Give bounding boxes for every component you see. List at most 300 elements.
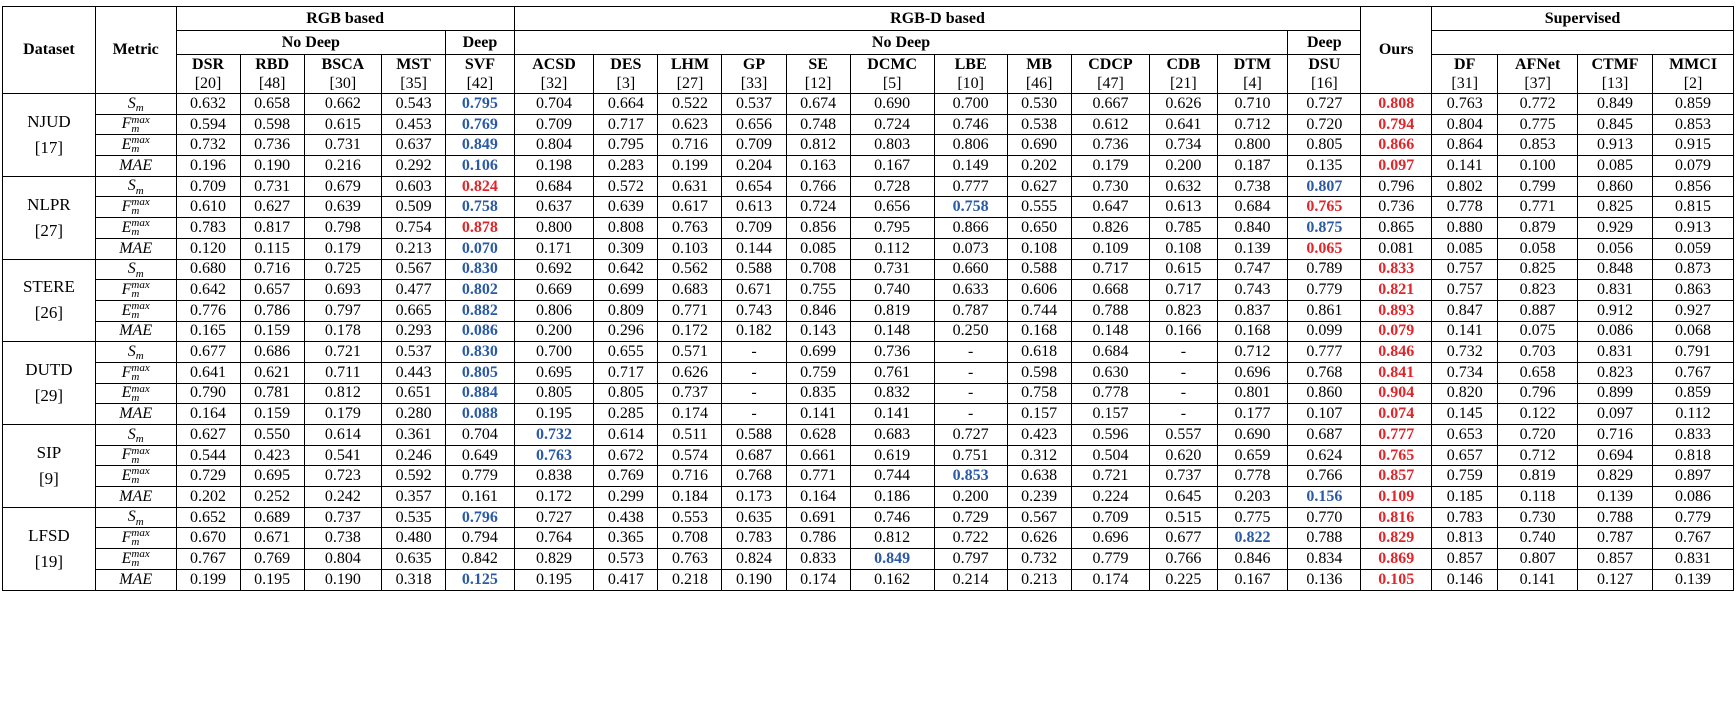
table-row (3, 135, 1734, 156)
value-cell: 0.751 (934, 445, 1007, 466)
value-cell: 0.846 (1217, 549, 1288, 570)
table-row (3, 218, 1734, 239)
group-rgb-header: RGB based (176, 7, 514, 31)
metric-cell (95, 197, 176, 218)
value-cell: 0.112 (1653, 404, 1734, 425)
value-cell: 0.853 (1498, 135, 1578, 156)
value-cell: 0.804 (1432, 114, 1498, 135)
table-row (3, 528, 1734, 549)
value-cell: 0.684 (1217, 197, 1288, 218)
value-cell: - (722, 383, 786, 404)
value-cell: 0.661 (786, 445, 850, 466)
value-cell: 0.690 (1217, 425, 1288, 446)
value-cell: 0.141 (1432, 321, 1498, 342)
value-cell: 0.631 (658, 176, 722, 197)
value-cell: - (1150, 342, 1217, 363)
dataset-name: SIP (36, 442, 62, 462)
value-cell: 0.141 (1498, 569, 1578, 590)
metric-symbol: E (121, 384, 132, 402)
value-cell: 0.141 (850, 404, 934, 425)
value-cell: 0.665 (382, 300, 446, 321)
value-cell: 0.822 (1217, 528, 1288, 549)
value-cell: 0.693 (304, 280, 381, 301)
value-cell: - (1150, 404, 1217, 425)
value-cell: 0.684 (514, 176, 594, 197)
value-cell: 0.143 (786, 321, 850, 342)
value-cell: 0.522 (658, 94, 722, 115)
value-cell: 0.796 (446, 507, 515, 528)
metric-superscript: max (131, 279, 150, 292)
value-cell: 0.740 (1498, 528, 1578, 549)
metric-symbol: E (121, 301, 132, 319)
value-cell: 0.246 (382, 445, 446, 466)
value-cell: 0.417 (594, 569, 658, 590)
value-cell: 0.637 (382, 135, 446, 156)
metric-cell (95, 94, 176, 115)
value-cell: 0.179 (304, 238, 381, 259)
value-cell: 0.927 (1653, 300, 1734, 321)
value-cell: 0.712 (1217, 114, 1288, 135)
value-cell: 0.318 (382, 569, 446, 590)
value-cell: 0.856 (1653, 176, 1734, 197)
value-cell: 0.803 (850, 135, 934, 156)
value-cell: 0.825 (1498, 259, 1578, 280)
value-cell: 0.056 (1577, 238, 1652, 259)
value-cell: 0.795 (594, 135, 658, 156)
value-cell: 0.588 (722, 425, 786, 446)
value-cell: 0.639 (594, 197, 658, 218)
value-cell: 0.788 (1577, 507, 1652, 528)
value-cell: 0.480 (382, 528, 446, 549)
value-cell: 0.195 (240, 569, 304, 590)
metric-subscript: m (131, 557, 140, 570)
value-cell: 0.656 (850, 197, 934, 218)
value-cell: 0.820 (1432, 383, 1498, 404)
metric-subscript: m (135, 102, 144, 114)
value-cell: 0.159 (240, 404, 304, 425)
method-reference: [3] (616, 75, 636, 92)
method-header-ctmf (1577, 55, 1652, 94)
ours-value-cell: 0.816 (1361, 507, 1432, 528)
value-cell: 0.198 (514, 156, 594, 177)
value-cell: 0.641 (1150, 114, 1217, 135)
table-row (3, 383, 1734, 404)
dataset-name: LFSD (28, 525, 70, 545)
value-cell: 0.861 (1288, 300, 1361, 321)
value-cell: 0.544 (176, 445, 240, 466)
value-cell: 0.729 (934, 507, 1007, 528)
value-cell: 0.668 (1071, 280, 1149, 301)
method-name: CDCP (1088, 56, 1133, 73)
value-cell: 0.748 (786, 114, 850, 135)
method-name: MB (1026, 56, 1053, 73)
value-cell: 0.788 (1071, 300, 1149, 321)
value-cell: 0.857 (1577, 549, 1652, 570)
value-cell: 0.712 (1498, 445, 1578, 466)
value-cell: 0.882 (446, 300, 515, 321)
value-cell: 0.553 (658, 507, 722, 528)
method-name: AFNet (1515, 56, 1561, 73)
table-row (3, 507, 1734, 528)
value-cell: 0.808 (594, 218, 658, 239)
value-cell: 0.913 (1653, 218, 1734, 239)
value-cell: 0.732 (176, 135, 240, 156)
value-cell: 0.141 (786, 404, 850, 425)
metric-superscript: max (131, 196, 150, 209)
method-name: DSR (192, 56, 225, 73)
method-name: MST (396, 56, 431, 73)
value-cell: 0.149 (934, 156, 1007, 177)
value-cell: 0.200 (934, 487, 1007, 508)
value-cell: 0.804 (304, 549, 381, 570)
value-cell: 0.109 (1071, 238, 1149, 259)
value-cell: 0.615 (304, 114, 381, 135)
value-cell: - (1150, 362, 1217, 383)
value-cell: 0.744 (850, 466, 934, 487)
value-cell: 0.199 (176, 569, 240, 590)
value-cell: 0.722 (934, 528, 1007, 549)
value-cell: 0.709 (722, 218, 786, 239)
dataset-cell-sip (3, 425, 96, 508)
ours-value-cell: 0.074 (1361, 404, 1432, 425)
value-cell: 0.610 (176, 197, 240, 218)
value-cell: 0.863 (1653, 280, 1734, 301)
value-cell: 0.838 (514, 466, 594, 487)
value-cell: 0.059 (1653, 238, 1734, 259)
method-header-dcmc (850, 55, 934, 94)
ours-value-cell: 0.846 (1361, 342, 1432, 363)
value-cell: 0.737 (304, 507, 381, 528)
method-reference: [31] (1451, 75, 1479, 92)
value-cell: 0.144 (722, 238, 786, 259)
value-cell: 0.190 (722, 569, 786, 590)
method-reference: [46] (1025, 75, 1053, 92)
value-cell: 0.738 (1217, 176, 1288, 197)
value-cell: 0.696 (1071, 528, 1149, 549)
value-cell: 0.088 (446, 404, 515, 425)
value-cell: 0.779 (1071, 549, 1149, 570)
value-cell: 0.791 (1653, 342, 1734, 363)
value-cell: 0.690 (1007, 135, 1071, 156)
value-cell: 0.173 (722, 487, 786, 508)
method-name: SE (808, 56, 828, 73)
metric-superscript: max (131, 217, 150, 230)
value-cell: 0.075 (1498, 321, 1578, 342)
value-cell: 0.853 (934, 466, 1007, 487)
dataset-reference: [17] (34, 137, 64, 157)
value-cell: 0.788 (1288, 528, 1361, 549)
value-cell: 0.812 (786, 135, 850, 156)
metric-symbol: S (127, 342, 136, 360)
metric-superscript: max (131, 548, 150, 561)
metric-superscript: max (131, 300, 150, 312)
value-cell: 0.777 (934, 176, 1007, 197)
value-cell: 0.687 (1288, 425, 1361, 446)
metric-header: Metric (95, 7, 176, 94)
value-cell: 0.635 (382, 549, 446, 570)
table-row (3, 238, 1734, 259)
value-cell: 0.162 (850, 569, 934, 590)
value-cell: 0.804 (514, 135, 594, 156)
value-cell: 0.662 (304, 94, 381, 115)
method-name: DF (1454, 56, 1476, 73)
value-cell: - (934, 383, 1007, 404)
value-cell: 0.642 (176, 280, 240, 301)
value-cell: 0.805 (594, 383, 658, 404)
value-cell: 0.878 (446, 218, 515, 239)
value-cell: 0.731 (240, 176, 304, 197)
method-name: DTM (1233, 56, 1272, 73)
metric-symbol: F (121, 280, 132, 298)
table-row (3, 549, 1734, 570)
method-header-se (786, 55, 850, 94)
value-cell: 0.786 (240, 300, 304, 321)
value-cell: 0.829 (514, 549, 594, 570)
value-cell: 0.812 (304, 383, 381, 404)
value-cell: 0.218 (658, 569, 722, 590)
method-reference: [5] (882, 75, 902, 92)
value-cell: 0.309 (594, 238, 658, 259)
value-cell: 0.638 (1007, 466, 1071, 487)
value-cell: 0.293 (382, 321, 446, 342)
metric-symbol: MAE (119, 322, 153, 340)
method-name: RBD (255, 56, 290, 73)
value-cell: 0.848 (1577, 259, 1652, 280)
value-cell: 0.830 (446, 259, 515, 280)
value-cell: 0.550 (240, 425, 304, 446)
value-cell: 0.783 (1432, 507, 1498, 528)
value-cell: 0.099 (1288, 321, 1361, 342)
rgb-deep-header: Deep (446, 31, 515, 55)
value-cell: 0.771 (1498, 197, 1578, 218)
metric-cell (95, 342, 176, 363)
table-row (3, 176, 1734, 197)
value-cell: 0.239 (1007, 487, 1071, 508)
value-cell: 0.692 (514, 259, 594, 280)
value-cell: 0.657 (1432, 445, 1498, 466)
value-cell: 0.790 (176, 383, 240, 404)
ours-value-cell: 0.105 (1361, 569, 1432, 590)
method-reference: [20] (194, 75, 222, 92)
table-row (3, 280, 1734, 301)
method-header-dsu (1288, 55, 1361, 94)
value-cell: 0.736 (240, 135, 304, 156)
value-cell: 0.819 (1498, 466, 1578, 487)
value-cell: 0.754 (382, 218, 446, 239)
ours-value-cell: 0.857 (1361, 466, 1432, 487)
value-cell: 0.196 (176, 156, 240, 177)
metric-subscript: m (131, 288, 140, 301)
value-cell: 0.738 (304, 528, 381, 549)
value-cell: 0.831 (1577, 280, 1652, 301)
value-cell: 0.537 (722, 94, 786, 115)
value-cell: 0.806 (514, 300, 594, 321)
value-cell: 0.797 (934, 549, 1007, 570)
value-cell: 0.613 (1150, 197, 1217, 218)
value-cell: 0.571 (658, 342, 722, 363)
value-cell: 0.864 (1432, 135, 1498, 156)
method-header-df (1432, 55, 1498, 94)
value-cell: 0.708 (658, 528, 722, 549)
value-cell: 0.299 (594, 487, 658, 508)
value-cell: 0.632 (1150, 176, 1217, 197)
table-row (3, 259, 1734, 280)
table-row (3, 300, 1734, 321)
value-cell: 0.285 (594, 404, 658, 425)
value-cell: 0.743 (1217, 280, 1288, 301)
value-cell: 0.699 (594, 280, 658, 301)
value-cell: 0.716 (658, 466, 722, 487)
value-cell: 0.765 (1288, 197, 1361, 218)
value-cell: 0.141 (1432, 156, 1498, 177)
value-cell: 0.929 (1577, 218, 1652, 239)
value-cell: 0.849 (1577, 94, 1652, 115)
value-cell: 0.618 (1007, 342, 1071, 363)
supervised-spacer (1432, 31, 1734, 55)
value-cell: 0.292 (382, 156, 446, 177)
value-cell: 0.759 (1432, 466, 1498, 487)
value-cell: 0.630 (1071, 362, 1149, 383)
value-cell: 0.837 (1217, 300, 1288, 321)
dataset-reference: [27] (34, 220, 64, 240)
method-reference: [13] (1601, 75, 1629, 92)
value-cell: 0.159 (240, 321, 304, 342)
value-cell: 0.652 (176, 507, 240, 528)
value-cell: 0.747 (1217, 259, 1288, 280)
value-cell: 0.785 (1150, 218, 1217, 239)
value-cell: 0.813 (1432, 528, 1498, 549)
value-cell: 0.766 (1150, 549, 1217, 570)
value-cell: 0.619 (850, 445, 934, 466)
method-header-rbd (240, 55, 304, 94)
value-cell: 0.815 (1653, 197, 1734, 218)
value-cell: 0.857 (1432, 549, 1498, 570)
metric-subscript: m (131, 226, 140, 239)
metric-cell (95, 425, 176, 446)
value-cell: 0.703 (1498, 342, 1578, 363)
value-cell: 0.139 (1577, 487, 1652, 508)
value-cell: 0.242 (304, 487, 381, 508)
dataset-reference: [26] (34, 303, 64, 323)
value-cell: 0.763 (658, 549, 722, 570)
value-cell: 0.620 (1150, 445, 1217, 466)
method-reference: [12] (804, 75, 832, 92)
value-cell: 0.846 (786, 300, 850, 321)
method-name: LBE (954, 56, 987, 73)
value-cell: 0.696 (1217, 362, 1288, 383)
value-cell: 0.085 (786, 238, 850, 259)
dataset-name: STERE (22, 277, 75, 297)
method-reference: [10] (957, 75, 984, 92)
value-cell: 0.912 (1577, 300, 1652, 321)
value-cell: 0.623 (658, 114, 722, 135)
value-cell: 0.799 (1498, 176, 1578, 197)
value-cell: - (1150, 383, 1217, 404)
rgbd-deep-header: Deep (1288, 31, 1361, 55)
metric-cell (95, 487, 176, 508)
method-header-mb (1007, 55, 1071, 94)
method-reference: [32] (540, 75, 568, 92)
value-cell: 0.783 (722, 528, 786, 549)
metric-symbol: MAE (119, 570, 153, 588)
value-cell: 0.250 (934, 321, 1007, 342)
value-cell: 0.058 (1498, 238, 1578, 259)
value-cell: 0.915 (1653, 135, 1734, 156)
metric-symbol: MAE (119, 487, 153, 505)
value-cell: 0.615 (1150, 259, 1217, 280)
value-cell: 0.805 (1288, 135, 1361, 156)
value-cell: 0.573 (594, 549, 658, 570)
metric-subscript: m (135, 267, 144, 280)
value-cell: 0.859 (1653, 94, 1734, 115)
dataset-name: NJUD (27, 111, 71, 131)
value-cell: 0.712 (1217, 342, 1288, 363)
value-cell: 0.830 (446, 342, 515, 363)
value-cell: 0.831 (1653, 549, 1734, 570)
value-cell: 0.654 (722, 176, 786, 197)
value-cell: 0.880 (1432, 218, 1498, 239)
value-cell: 0.642 (594, 259, 658, 280)
value-cell: 0.767 (1653, 362, 1734, 383)
metric-symbol: MAE (119, 405, 153, 423)
value-cell: 0.658 (240, 94, 304, 115)
ours-value-cell: 0.833 (1361, 259, 1432, 280)
value-cell: 0.365 (594, 528, 658, 549)
value-cell: 0.845 (1577, 114, 1652, 135)
group-supervised-header: Supervised (1432, 7, 1734, 31)
value-cell: 0.671 (722, 280, 786, 301)
value-cell: 0.177 (1217, 404, 1288, 425)
ours-value-cell: 0.794 (1361, 114, 1432, 135)
value-cell: 0.758 (934, 197, 1007, 218)
value-cell: 0.832 (850, 383, 934, 404)
value-cell: 0.690 (850, 94, 934, 115)
value-cell: 0.689 (240, 507, 304, 528)
metric-superscript: max (131, 445, 150, 457)
value-cell: 0.637 (514, 197, 594, 218)
value-cell: 0.164 (176, 404, 240, 425)
value-cell: 0.746 (850, 507, 934, 528)
value-cell: 0.684 (1071, 342, 1149, 363)
method-header-mst (382, 55, 446, 94)
method-reference: [37] (1524, 75, 1551, 92)
method-header-cdb (1150, 55, 1217, 94)
method-header-svf (446, 55, 515, 94)
metric-superscript: max (131, 134, 150, 147)
ours-value-cell: 0.736 (1361, 197, 1432, 218)
metric-cell (95, 238, 176, 259)
value-cell: 0.252 (240, 487, 304, 508)
value-cell: 0.283 (594, 156, 658, 177)
value-cell: 0.165 (176, 321, 240, 342)
value-cell: 0.709 (514, 114, 594, 135)
method-reference: [27] (676, 75, 704, 92)
value-cell: 0.574 (658, 445, 722, 466)
value-cell: 0.651 (382, 383, 446, 404)
value-cell: 0.621 (240, 362, 304, 383)
value-cell: 0.817 (240, 218, 304, 239)
value-cell: 0.711 (304, 362, 381, 383)
value-cell: 0.592 (382, 466, 446, 487)
value-cell: 0.700 (934, 94, 1007, 115)
metric-subscript: m (131, 474, 140, 487)
ours-value-cell: 0.904 (1361, 383, 1432, 404)
value-cell: 0.679 (304, 176, 381, 197)
value-cell: 0.728 (850, 176, 934, 197)
ours-value-cell: 0.109 (1361, 487, 1432, 508)
value-cell: 0.530 (1007, 94, 1071, 115)
metric-cell (95, 445, 176, 466)
